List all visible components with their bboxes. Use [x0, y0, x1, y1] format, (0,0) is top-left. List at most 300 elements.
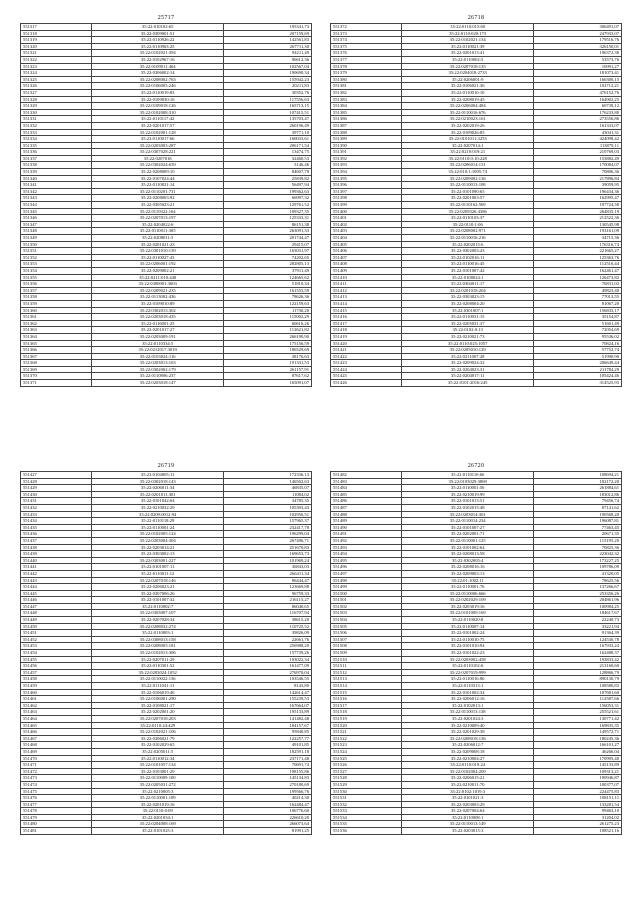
row-number-cell: 551531	[331, 795, 402, 802]
panel-title: 26720	[467, 463, 485, 469]
table-row	[21, 37, 312, 44]
value-cell: 256988,20	[224, 643, 312, 650]
value-cell: 103022,34	[224, 656, 312, 663]
table-row	[21, 768, 312, 775]
table-row	[331, 261, 622, 268]
table-row	[21, 261, 312, 268]
cadastral-number-cell: 35:22:0205026:4386	[402, 208, 534, 215]
table-row	[21, 518, 312, 525]
row-number-cell: 551375	[331, 43, 402, 50]
table-row	[331, 24, 622, 31]
table-row	[331, 709, 622, 716]
value-cell: 176233,80	[534, 109, 622, 116]
table-row	[331, 636, 622, 643]
value-cell: 163031,97	[224, 248, 312, 255]
value-cell: 261884,61	[534, 485, 622, 492]
table-row	[331, 30, 622, 37]
cadastral-number-cell: 35:22:0202029:109	[402, 597, 534, 604]
row-number-cell: 551428	[21, 478, 92, 485]
table-row	[331, 676, 622, 683]
value-cell: 216115,27	[224, 597, 312, 604]
row-number-cell: 551535	[331, 821, 402, 828]
table-row	[21, 96, 312, 103]
cadastral-number-cell: 35:22:0101021:3	[402, 795, 534, 802]
table-row	[21, 709, 312, 716]
row-number-cell: 551359	[21, 300, 92, 307]
value-cell: 39771,10	[224, 129, 312, 136]
table-row	[331, 294, 622, 301]
row-number-cell: 551456	[21, 663, 92, 670]
table-row	[331, 511, 622, 518]
cadastral-number-cell: 35:22:0101011:3253	[402, 136, 534, 143]
value-cell: 105303,43	[224, 504, 312, 511]
table-row	[21, 50, 312, 57]
value-cell: 105424,46	[534, 373, 622, 380]
value-cell: 125333,31	[224, 215, 312, 222]
cadastral-number-cell: 35:22:0209021:235	[92, 287, 224, 294]
cadastral-number-cell: 35:22:0110001:24	[92, 524, 224, 531]
value-cell: 57752,74	[534, 347, 622, 354]
table-row	[21, 76, 312, 83]
cadastral-number-cell: 35:22:0206001:192	[92, 261, 224, 268]
table-row	[21, 722, 312, 729]
cadastral-number-cell: 35:22:0110001:125	[402, 537, 534, 544]
row-number-cell: 551516	[331, 696, 402, 703]
row-number-cell: 551427	[21, 472, 92, 479]
table-row	[331, 360, 622, 367]
cadastral-number-cell: 35:22:0106005:246	[92, 83, 224, 90]
table-row	[331, 248, 622, 255]
cadastral-number-cell: 35:22:0207018:146	[92, 577, 224, 584]
table-row	[331, 590, 622, 597]
cadastral-number-cell: 35:22:0210004:27	[402, 755, 534, 762]
row-number-cell: 551491	[331, 531, 402, 538]
value-cell: 133281,54	[534, 801, 622, 808]
cadastral-number-cell: 35:22:0102029:65	[92, 742, 224, 749]
row-number-cell: 551392	[331, 155, 402, 162]
table-row	[21, 175, 312, 182]
value-cell: 261275,23	[534, 821, 622, 828]
cadastral-number-cell: 35:22:0206011:34	[92, 485, 224, 492]
row-number-cell: 551373	[331, 30, 402, 37]
value-cell: 60739,12	[534, 103, 622, 110]
row-number-cell: 551369	[21, 366, 92, 373]
value-cell: 129761,52	[224, 202, 312, 209]
row-number-cell: 551327	[21, 89, 92, 96]
table-row	[21, 274, 312, 281]
value-cell: 166101,27	[534, 742, 622, 749]
table-row	[21, 142, 312, 149]
value-cell: 124530,78	[534, 636, 622, 643]
table-row	[21, 89, 312, 96]
value-cell: 38615,20	[224, 617, 312, 624]
cadastral-number-cell: 35:22:0302005:4	[402, 557, 534, 564]
cadastral-number-cell: 35:22:0206015:21	[402, 775, 534, 782]
cadastral-number-cell: 35:22:0110011:12	[92, 570, 224, 577]
value-cell: 162488,37	[534, 650, 622, 657]
page-panel-2	[330, 14, 622, 387]
table-row	[331, 122, 622, 129]
row-number-cell: 551343	[21, 195, 92, 202]
row-number-cell: 551388	[331, 129, 402, 136]
table-row	[21, 353, 312, 360]
table-row	[21, 188, 312, 195]
row-number-cell: 551513	[331, 676, 402, 683]
value-cell: 122257,77	[224, 735, 312, 742]
table-row	[331, 129, 622, 136]
table-row	[21, 795, 312, 802]
table-row	[331, 788, 622, 795]
row-number-cell: 551401	[331, 215, 402, 222]
cadastral-number-cell: 35:22:0203009:191	[92, 333, 224, 340]
cadastral-number-cell: 35:22:0203019:16	[402, 603, 534, 610]
row-number-cell: 551536	[331, 828, 402, 835]
value-cell: 56497,94	[224, 182, 312, 189]
row-number-cell: 551325	[21, 76, 92, 83]
row-number-cell: 551478	[21, 808, 92, 815]
cadastral-number-cell: 35:22:0103024:116	[92, 353, 224, 360]
table-row	[21, 333, 312, 340]
table-row	[21, 215, 312, 222]
value-cell: 113879,11	[534, 142, 622, 149]
table-row	[21, 564, 312, 571]
row-number-cell: 551365	[21, 340, 92, 347]
row-number-cell: 551402	[331, 221, 402, 228]
value-cell: 72054,69	[534, 327, 622, 334]
cadastral-number-cell: 35:22:0302003:43	[402, 248, 534, 255]
cadastral-number-cell: 35:22:0210019:99	[402, 491, 534, 498]
value-cell: 41320,05	[534, 570, 622, 577]
table-row	[21, 202, 312, 209]
row-number-cell: 551442	[21, 570, 92, 577]
table-row	[21, 689, 312, 696]
table-row	[21, 781, 312, 788]
cadastral-number-cell: 35:22:0103001:29	[92, 768, 224, 775]
cadastral-number-cell: 35:22:0302018:143	[92, 478, 224, 485]
cadastral-number-cell: 35:22:01:1002:11	[402, 577, 534, 584]
value-cell: 102712,21	[534, 83, 622, 90]
cadastral-number-cell: 35:22:0102004:209	[402, 768, 534, 775]
row-number-cell: 551412	[331, 287, 402, 294]
table-row	[331, 228, 622, 235]
row-number-cell: 551414	[331, 300, 402, 307]
cadastral-number-cell: 35:22:0102013:306	[92, 650, 224, 657]
cadastral-number-cell: 35:22:0110102:6	[402, 663, 534, 670]
table-row	[331, 544, 622, 551]
cadastral-number-cell: 35:22:0110014:234	[402, 518, 534, 525]
cadastral-number-cell: 35:22:0110:0:09	[92, 808, 224, 815]
cadastral-number-cell: 35:22:0207011:29	[92, 656, 224, 663]
value-cell: 223042,32	[534, 551, 622, 558]
table-row	[331, 162, 622, 169]
row-number-cell: 551319	[21, 37, 92, 44]
row-number-cell: 551532	[331, 801, 402, 808]
cadastral-number-cell: 35:22:0208004:20	[402, 300, 534, 307]
row-number-cell: 551334	[21, 136, 92, 143]
value-cell: 156053,31	[534, 702, 622, 709]
cadastral-number-cell: 35:22:0210023:161	[402, 116, 534, 123]
value-cell: 164902,25	[534, 96, 622, 103]
table-row	[331, 175, 622, 182]
row-number-cell: 551466	[21, 729, 92, 736]
value-cell: 22240,73	[534, 617, 622, 624]
row-number-cell: 551351	[21, 248, 92, 255]
cadastral-number-cell: 35:22:0302013:302	[92, 307, 224, 314]
row-number-cell: 551345	[21, 208, 92, 215]
cadastral-number-cell: 35:22:0212017:3019	[92, 347, 224, 354]
value-cell: 125363,76	[534, 254, 622, 261]
value-cell: 38176,63	[224, 353, 312, 360]
value-cell: 184617,67	[534, 610, 622, 617]
table-row	[331, 56, 622, 63]
value-cell: 213160,60	[534, 663, 622, 670]
cadastral-number-cell: 35:22:0202015:6	[402, 241, 534, 248]
value-cell: 180245,36	[534, 735, 622, 742]
cadastral-number-cell: 35:22:0204017:11	[402, 373, 534, 380]
cadastral-number-cell: 35:22:0101002:64	[402, 544, 534, 551]
row-number-cell: 551430	[21, 491, 92, 498]
value-cell: 196372,38	[534, 50, 622, 57]
row-number-cell: 551390	[331, 142, 402, 149]
table-row	[331, 689, 622, 696]
table-row	[331, 478, 622, 485]
cadastral-number-cell: 35:22:010:1:1005:74	[402, 169, 534, 176]
value-cell: 251670,83	[224, 544, 312, 551]
row-number-cell: 551517	[331, 702, 402, 709]
cadastral-number-cell: 35:22:0110003:1	[92, 630, 224, 637]
cadastral-number-cell: 35:22:0102021:106	[92, 729, 224, 736]
table-row	[331, 215, 622, 222]
row-number-cell: 551473	[21, 775, 92, 782]
row-number-cell: 551361	[21, 314, 92, 321]
table-row	[331, 557, 622, 564]
value-cell: 66997,32	[224, 195, 312, 202]
value-cell: 30352,76	[224, 89, 312, 96]
cadastral-number-cell: 35:22:0102:1019:3	[402, 788, 534, 795]
cadastral-number-cell: 35:22:0210005:3	[92, 788, 224, 795]
table-row	[331, 564, 622, 571]
table-row	[21, 551, 312, 558]
row-number-cell: 551371	[21, 380, 92, 387]
table-row	[331, 610, 622, 617]
row-number-cell: 551423	[331, 360, 402, 367]
value-cell: 267496,71	[224, 537, 312, 544]
panel-title: 25717	[157, 15, 175, 21]
row-number-cell: 551339	[21, 169, 92, 176]
cadastral-number-cell: 35:22:0209024:32	[402, 360, 534, 367]
cadastral-number-cell: 35:22:0208016:16	[402, 564, 534, 571]
cadastral-number-cell: 35:22:0110313:1	[402, 683, 534, 690]
cadastral-number-cell: 35:22:0307006:26	[92, 590, 224, 597]
table-row	[331, 320, 622, 327]
value-cell: 204861,96	[534, 597, 622, 604]
row-number-cell: 551386	[331, 116, 402, 123]
cadastral-number-cell: 35:22:0209002:21	[92, 267, 224, 274]
value-cell: 142614,47	[224, 689, 312, 696]
value-cell: 86444,47	[224, 577, 312, 584]
table-row	[21, 498, 312, 505]
table-row	[331, 715, 622, 722]
table-row	[21, 103, 312, 110]
value-cell: 149572,71	[534, 729, 622, 736]
table-row	[21, 597, 312, 604]
value-cell: 266073,64	[224, 821, 312, 828]
value-cell: 11084,02	[224, 491, 312, 498]
row-number-cell: 551379	[331, 70, 402, 77]
value-cell: 221665,27	[534, 248, 622, 255]
row-number-cell: 551416	[331, 314, 402, 321]
cadastral-number-cell: 35:22:0110:019:24	[402, 762, 534, 769]
value-cell: 270180,69	[224, 781, 312, 788]
row-number-cell: 551328	[21, 96, 92, 103]
value-cell: 247933,07	[534, 30, 622, 37]
cadastral-number-cell: 35:22:0208018:136	[402, 735, 534, 742]
table-row	[21, 116, 312, 123]
value-cell: 108521,16	[534, 828, 622, 835]
cadastral-table	[330, 23, 622, 387]
value-cell: 108580,83	[534, 683, 622, 690]
table-row	[331, 775, 622, 782]
cadastral-number-cell: 35:22:0101010:94	[402, 643, 534, 650]
table-row	[331, 722, 622, 729]
cadastral-number-cell: 35:22:0110016:216	[402, 235, 534, 242]
table-row	[21, 307, 312, 314]
value-cell: 107415,51	[224, 109, 312, 116]
value-cell: 142561,83	[224, 37, 312, 44]
row-number-cell: 551469	[21, 748, 92, 755]
value-cell: 95840,85	[224, 729, 312, 736]
value-cell: 253356,26	[534, 590, 622, 597]
row-number-cell: 551409	[331, 267, 402, 274]
value-cell: 46266,04	[534, 748, 622, 755]
table-row	[21, 683, 312, 690]
row-number-cell: 551443	[21, 577, 92, 584]
table-row	[21, 109, 312, 116]
value-cell: 117556,63	[224, 96, 312, 103]
table-row	[331, 155, 622, 162]
row-number-cell: 551462	[21, 702, 92, 709]
value-cell: 210769,03	[534, 149, 622, 156]
row-number-cell: 551483	[331, 478, 402, 485]
value-cell: 81991,25	[224, 828, 312, 835]
row-number-cell: 551475	[21, 788, 92, 795]
value-cell: 470152,76	[534, 89, 622, 96]
table-row	[21, 537, 312, 544]
cadastral-number-cell: 35:22:0110009:100	[92, 775, 224, 782]
value-cell: 196299,04	[224, 531, 312, 538]
value-cell: 94211,49	[224, 50, 312, 57]
row-number-cell: 551439	[21, 551, 92, 558]
row-number-cell: 551398	[331, 195, 402, 202]
cadastral-number-cell: 35:22:0206014:131	[402, 162, 534, 169]
table-row	[331, 307, 622, 314]
row-number-cell: 551417	[331, 320, 402, 327]
value-cell: 161553,59	[224, 287, 312, 294]
cadastral-number-cell: 35:22:0110013:108	[402, 182, 534, 189]
cadastral-number-cell: 35:22:0209:0012:94	[92, 511, 224, 518]
value-cell: 162461,47	[534, 267, 622, 274]
row-number-cell: 551362	[21, 320, 92, 327]
value-cell: 126473,82	[534, 274, 622, 281]
cadastral-number-cell: 35:22:0208002:971	[402, 228, 534, 235]
value-cell: 76831,02	[534, 281, 622, 288]
table-row	[21, 169, 312, 176]
table-row	[21, 762, 312, 769]
cadastral-table	[20, 23, 312, 387]
row-number-cell: 551324	[21, 70, 92, 77]
cadastral-number-cell: 35:22:0110:015:60	[402, 24, 534, 31]
row-number-cell: 551400	[331, 208, 402, 215]
row-number-cell: 551420	[331, 340, 402, 347]
value-cell: 122159,63	[224, 300, 312, 307]
row-number-cell: 551410	[331, 274, 402, 281]
table-row	[331, 353, 622, 360]
cadastral-number-cell: 35:22:0201017:27	[92, 327, 224, 334]
row-number-cell: 551354	[21, 267, 92, 274]
cadastral-number-cell: 35:22:0203013:163	[92, 360, 224, 367]
row-number-cell: 551366	[21, 347, 92, 354]
table-row	[331, 347, 622, 354]
table-row	[331, 340, 622, 347]
table-row	[331, 518, 622, 525]
cadastral-number-cell: 35:22:010102:65	[92, 24, 224, 31]
value-cell: 74202,65	[224, 254, 312, 261]
row-number-cell: 551350	[21, 241, 92, 248]
value-cell: 86040,65	[224, 603, 312, 610]
cadastral-number-cell: 35:22:0101007:27	[402, 524, 534, 531]
value-cell: 424098,42	[534, 136, 622, 143]
cadastral-number-cell: 35:22:0209008:18	[402, 748, 534, 755]
value-cell: 162995,47	[534, 195, 622, 202]
table-row	[21, 70, 312, 77]
table-row	[331, 254, 622, 261]
value-cell: 170995,40	[534, 755, 622, 762]
table-row	[21, 208, 312, 215]
value-cell: 264835,19	[534, 208, 622, 215]
value-cell: 124665,62	[224, 274, 312, 281]
cadastral-number-cell: 35:22:0110162:569	[402, 202, 534, 209]
table-row	[21, 129, 312, 136]
cadastral-number-cell: 35:22:0204022:6	[92, 221, 224, 228]
row-number-cell: 551477	[21, 801, 92, 808]
row-number-cell: 551460	[21, 689, 92, 696]
value-cell: 195341,73	[224, 24, 312, 31]
table-row	[331, 650, 622, 657]
table-row	[331, 116, 622, 123]
row-number-cell: 551341	[21, 182, 92, 189]
cadastral-number-cell: 35:22:0307028:221	[92, 149, 224, 156]
row-number-cell: 551480	[21, 821, 92, 828]
value-cell: 276970,04	[224, 669, 312, 676]
table-row	[331, 472, 622, 479]
row-number-cell: 551340	[21, 175, 92, 182]
table-row	[21, 729, 312, 736]
value-cell: 211784,29	[534, 366, 622, 373]
row-number-cell: 551344	[21, 202, 92, 209]
value-cell: 190946,87	[534, 775, 622, 782]
cadastral-number-cell: 35:22:0206004:484	[402, 103, 534, 110]
cadastral-number-cell: 35:22:0106019:46	[92, 689, 224, 696]
cadastral-table	[330, 471, 622, 835]
cadastral-number-cell: 35:22:0203002:458	[402, 656, 534, 663]
row-number-cell: 551511	[331, 663, 402, 670]
cadastral-number-cell: 35:22:0101057:134	[92, 762, 224, 769]
cadastral-number-cell: 35:22:0110110:66	[402, 472, 534, 479]
table-row	[21, 557, 312, 564]
table-row	[331, 70, 622, 77]
cadastral-number-cell: 35:22:0108024:1	[402, 274, 534, 281]
cadastral-number-cell: 35:22:0201003:57	[402, 195, 534, 202]
